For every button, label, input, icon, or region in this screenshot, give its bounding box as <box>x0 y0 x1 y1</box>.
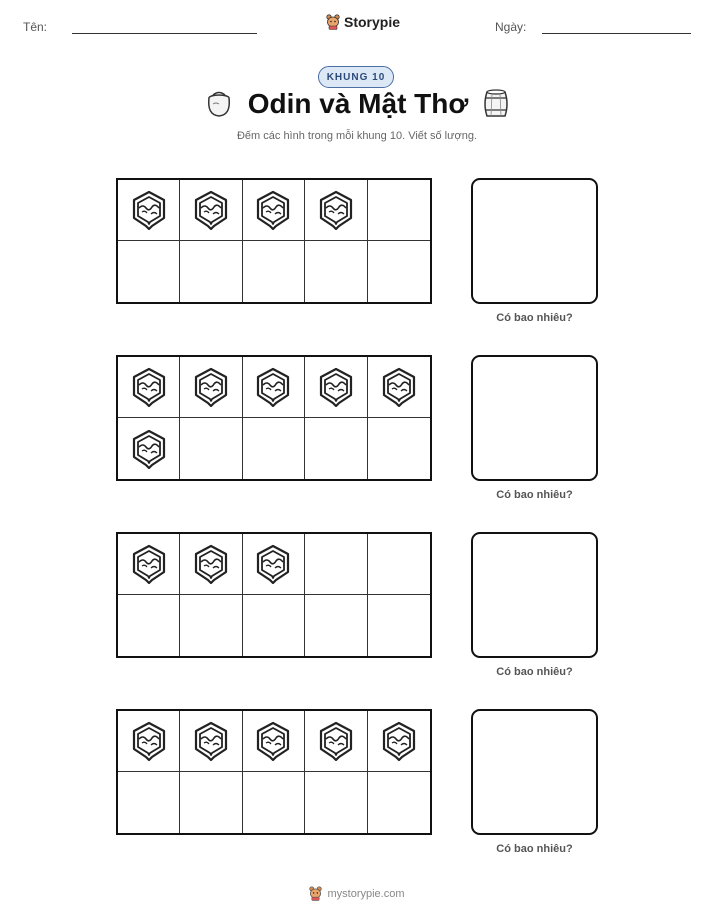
footer <box>0 886 714 901</box>
ten-frame-cell <box>305 595 367 656</box>
ten-frame-cell <box>368 357 430 418</box>
ten-frame-cell <box>368 418 430 479</box>
ten-frame-cell <box>243 180 305 241</box>
ten-frame-cell <box>305 418 367 479</box>
name-label: Tên: <box>23 20 48 34</box>
date-line[interactable] <box>542 33 691 34</box>
storypie-mascot-icon <box>309 886 322 901</box>
answer-box-2[interactable] <box>471 355 598 481</box>
ten-frame-cell <box>180 418 242 479</box>
date-label: Ngày: <box>495 20 527 34</box>
ten-frame-cell <box>305 357 367 418</box>
mead-hexagon-icon <box>255 190 291 230</box>
page-title: Odin và Mật Thơ <box>247 88 469 119</box>
mead-hexagon-icon <box>193 544 229 584</box>
ten-frame-cell <box>305 772 367 833</box>
mead-hexagon-icon <box>255 367 291 407</box>
title-row <box>0 88 714 120</box>
ten-frame-cell <box>368 772 430 833</box>
answer-box-3[interactable] <box>471 532 598 658</box>
barrel-icon <box>482 89 510 119</box>
ten-frame-cell <box>368 595 430 656</box>
ten-frame-cell <box>180 595 242 656</box>
ten-frame-cell <box>305 534 367 595</box>
answer-box-4[interactable] <box>471 709 598 835</box>
brand-name: Storypie <box>344 14 401 30</box>
mead-hexagon-icon <box>193 190 229 230</box>
ten-frame-cell <box>243 711 305 772</box>
answer-box-1[interactable] <box>471 178 598 304</box>
ten-frame-cell <box>180 534 242 595</box>
ten-frame-cell <box>118 241 180 302</box>
ten-frame-cell <box>180 772 242 833</box>
ten-frame-cell <box>243 418 305 479</box>
ten-frame-cell <box>243 595 305 656</box>
mead-hexagon-icon <box>381 367 417 407</box>
ten-frame-2 <box>116 355 432 481</box>
mead-hexagon-icon <box>193 721 229 761</box>
question-label: Có bao nhiêu? <box>496 666 573 678</box>
ten-frame-cell <box>243 772 305 833</box>
ten-frame-cell <box>180 711 242 772</box>
mead-hexagon-icon <box>131 367 167 407</box>
ten-frame-cell <box>368 241 430 302</box>
mead-hexagon-icon <box>318 190 354 230</box>
mead-hexagon-icon <box>381 721 417 761</box>
mead-hexagon-icon <box>131 190 167 230</box>
ten-frame-cell <box>368 711 430 772</box>
ten-frame-4 <box>116 709 432 835</box>
ten-frame-cell <box>180 241 242 302</box>
mead-hexagon-icon <box>318 367 354 407</box>
mead-hexagon-icon <box>131 544 167 584</box>
ten-frame-cell <box>118 534 180 595</box>
ten-frame-cell <box>243 534 305 595</box>
name-line[interactable] <box>72 33 257 34</box>
footer-url[interactable]: mystorypie.com <box>327 887 405 900</box>
ten-frame-3 <box>116 532 432 658</box>
ten-frame-cell <box>118 180 180 241</box>
worksheet-type-badge: KHUNG 10 <box>318 66 394 88</box>
ten-frame-cell <box>180 180 242 241</box>
mead-hexagon-icon <box>318 721 354 761</box>
ten-frame-cell <box>118 357 180 418</box>
mead-hexagon-icon <box>131 429 167 469</box>
mead-hexagon-icon <box>131 721 167 761</box>
mead-hexagon-icon <box>193 367 229 407</box>
ten-frame-cell <box>305 241 367 302</box>
ten-frame-cell <box>368 534 430 595</box>
ten-frame-cell <box>305 180 367 241</box>
ten-frame-cell <box>118 772 180 833</box>
ten-frame-cell <box>368 180 430 241</box>
ten-frame-cell <box>118 711 180 772</box>
brand-logo <box>326 14 400 30</box>
ten-frame-1 <box>116 178 432 304</box>
instructions: Đếm các hình trong mỗi khung 10. Viết số lượng. <box>236 130 477 142</box>
question-label: Có bao nhiêu? <box>496 312 573 324</box>
ten-frame-cell <box>243 357 305 418</box>
ten-frame-cell <box>118 418 180 479</box>
ten-frame-cell <box>180 357 242 418</box>
cauldron-icon <box>204 89 234 119</box>
ten-frame-cell <box>305 711 367 772</box>
storypie-mascot-icon <box>326 14 340 30</box>
question-label: Có bao nhiêu? <box>496 843 573 855</box>
ten-frame-cell <box>243 241 305 302</box>
ten-frame-cell <box>118 595 180 656</box>
mead-hexagon-icon <box>255 544 291 584</box>
mead-hexagon-icon <box>255 721 291 761</box>
question-label: Có bao nhiêu? <box>496 489 573 501</box>
